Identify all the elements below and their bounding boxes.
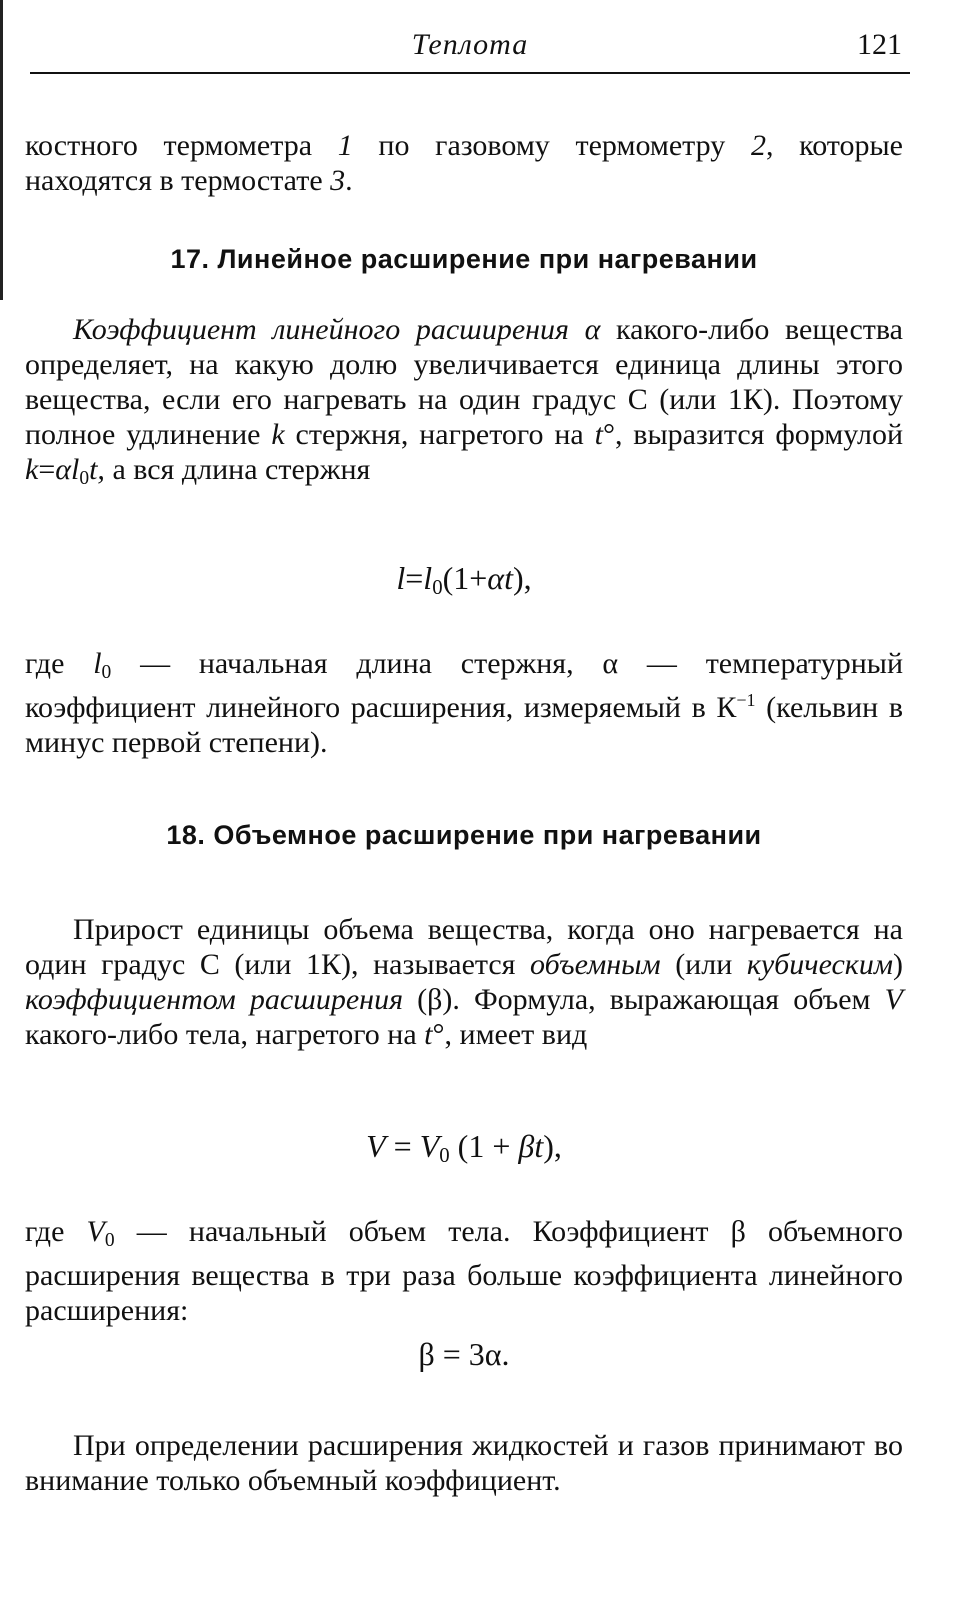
page-spine-edge (0, 0, 3, 300)
formula-volume-expansion: $V = V_0$ (1 + βt), (366, 1128, 562, 1168)
section-18-paragraph-1: Прирост единицы объема вещества, когда оно нагревается на один градус С (или 1К), называется объемным (или кубическим) коэффициентом расширения (β). Формула, выражающая объем V какого-либо тела, нагретого на t°, имеет вид (25, 913, 903, 1051)
formula-beta-alpha: β = 3α. (418, 1336, 510, 1372)
section-17-heading: 17. Линейное расширение при нагревании (170, 244, 758, 274)
intro-paragraph: костного термометра 1 по газовому термометру 2, которые находятся в термостате 3. (25, 129, 903, 197)
section-18-paragraph-3: При определении расширения жидкостей и газов принимают во внимание только объемный коэффициент. (25, 1429, 903, 1497)
section-18-paragraph-2: где $V_0$ — начальный объем тела. Коэффициент β объемного расширения вещества в три раза больше коэффициента линейного расширения: (25, 1215, 903, 1327)
formula-linear-expansion: $l=l_0(1+\alpha t)$, (396, 560, 532, 600)
section-17-paragraph-1: Коэффициент линейного расширения α какого-либо вещества определяет, на какую долю увеличивается единица длины этого вещества, если его нагревать на один градус С (или 1К). Поэтому полное удлинение k стержня, нагретого на t°, выразится формулой $k=\alpha l_0t$, а вся длина стержня (25, 313, 903, 489)
page-header (30, 22, 910, 74)
running-title: Теплота (411, 28, 529, 61)
section-18-heading: 18. Объемное расширение при нагревании (166, 820, 762, 850)
page-number: 121 (857, 28, 902, 61)
section-17-paragraph-2: где $l_0$ — начальная длина стержня, α — температурный коэффициент линейного расширения, измеряемый в $К^{-1}$ (кельвин в минус первой степени). (25, 647, 903, 759)
